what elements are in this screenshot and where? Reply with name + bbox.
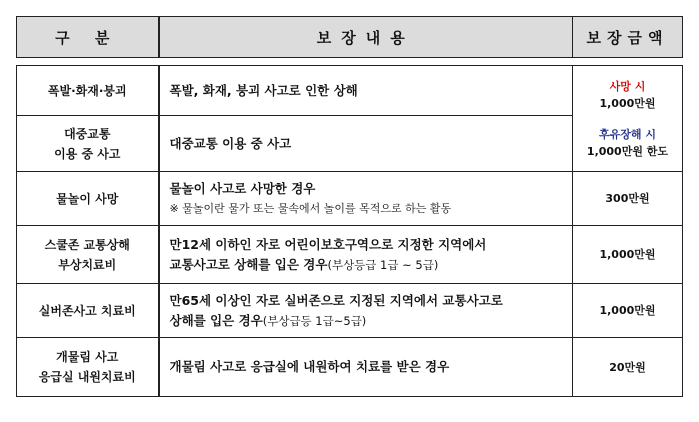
row-amount: 20만원 bbox=[573, 338, 683, 397]
row-content-grade: (부상등급 1급 ~ 5급) bbox=[327, 257, 439, 272]
row-content-grade: (부상급등 1급~5급) bbox=[262, 313, 367, 328]
row-content bbox=[159, 172, 573, 226]
row-category-line1: 대중교통 bbox=[64, 126, 111, 141]
merged-amount-cell bbox=[573, 66, 683, 172]
row-category bbox=[17, 116, 159, 172]
row-category bbox=[17, 338, 159, 397]
row-category-line1: 스쿨존 교통상해 bbox=[44, 237, 130, 252]
row-content: 개물림 사고로 응급실에 내원하여 치료를 받은 경우 bbox=[159, 338, 573, 397]
death-amount: 1,000만원 bbox=[599, 96, 656, 110]
row-category-line1: 개물림 사고 bbox=[56, 350, 119, 364]
row-content bbox=[159, 226, 573, 284]
table-row bbox=[17, 284, 683, 338]
row-category-line2: 이용 중 사고 bbox=[54, 146, 121, 161]
table-row bbox=[17, 66, 683, 116]
header-content: 보장내용 bbox=[159, 17, 573, 58]
row-category: 실버존사고 치료비 bbox=[17, 284, 159, 338]
header-gap bbox=[17, 58, 683, 66]
row-amount: 1,000만원 bbox=[573, 284, 683, 338]
table-row bbox=[17, 226, 683, 284]
disability-label: 후유장해 시 bbox=[599, 127, 656, 141]
row-content: 대중교통 이용 중 사고 bbox=[159, 116, 573, 172]
row-amount: 1,000만원 bbox=[573, 226, 683, 284]
row-category: 폭발·화재·붕괴 bbox=[17, 66, 159, 116]
header-amount: 보장금액 bbox=[573, 17, 683, 58]
row-category-line2: 부상치료비 bbox=[58, 257, 117, 272]
row-content-line1: 물놀이 사고로 사망한 경우 bbox=[169, 180, 316, 196]
row-content: 폭발, 화재, 붕괴 사고로 인한 상해 bbox=[159, 66, 573, 116]
row-amount: 300만원 bbox=[573, 172, 683, 226]
row-category-line2: 응급실 내원치료비 bbox=[38, 370, 136, 384]
row-category bbox=[17, 226, 159, 284]
table-header-row bbox=[17, 17, 683, 58]
disability-amount: 1,000만원 한도 bbox=[586, 144, 669, 158]
row-content-line2: 상해를 입은 경우 bbox=[169, 312, 263, 328]
coverage-table-frame bbox=[16, 16, 682, 406]
coverage-table bbox=[16, 16, 683, 397]
row-content-line1: 만65세 이상인 자로 실버존으로 지정된 지역에서 교통사고로 bbox=[169, 292, 503, 308]
table-row bbox=[17, 172, 683, 226]
row-content-line2: 교통사고로 상해를 입은 경우 bbox=[169, 256, 328, 272]
row-note: ※ 물놀이란 물가 또는 물속에서 놀이를 목적으로 하는 활동 bbox=[169, 201, 452, 215]
table-row bbox=[17, 338, 683, 397]
header-category: 구 분 bbox=[17, 17, 159, 58]
row-category: 물놀이 사망 bbox=[17, 172, 159, 226]
row-content-line1: 만12세 이하인 자로 어린이보호구역으로 지정한 지역에서 bbox=[169, 236, 487, 252]
row-content bbox=[159, 284, 573, 338]
death-label: 사망 시 bbox=[609, 79, 646, 93]
